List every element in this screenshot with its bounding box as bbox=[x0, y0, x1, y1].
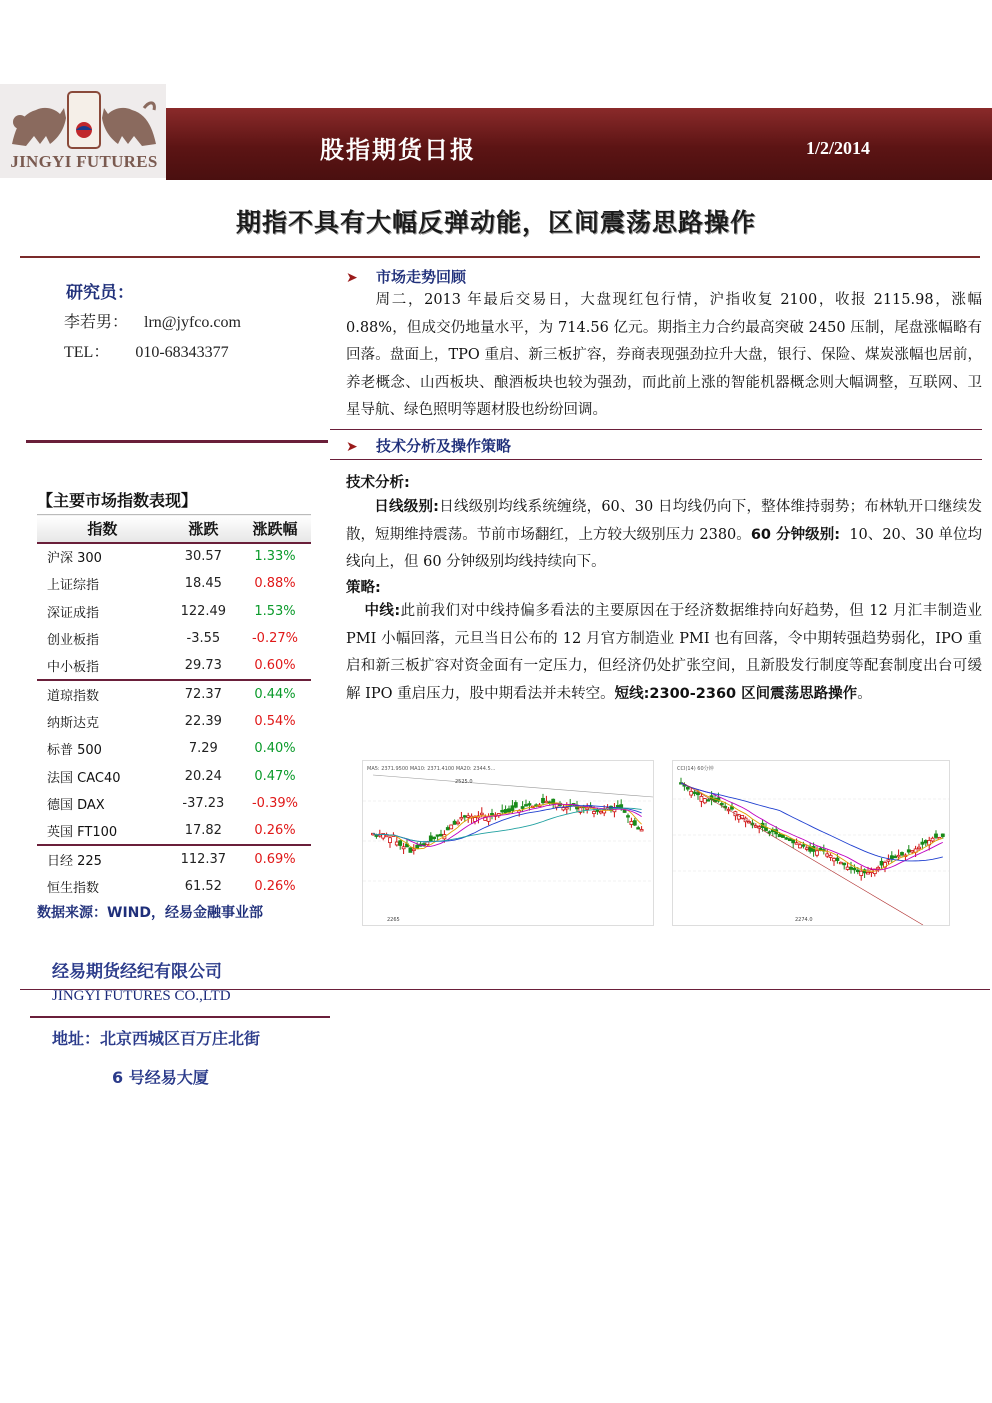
report-date: 1/2/2014 bbox=[806, 138, 871, 158]
index-change-pct: 0.54% bbox=[254, 713, 296, 729]
table-row bbox=[37, 845, 311, 873]
market-index-table bbox=[37, 514, 311, 900]
arrow-icon: ➤ bbox=[346, 270, 358, 286]
svg-text:2274.0: 2274.0 bbox=[795, 917, 813, 923]
section-heading-review: ➤ 市场走势回顾 bbox=[346, 268, 467, 286]
index-change: 18.45 bbox=[184, 576, 222, 592]
index-change: 112.37 bbox=[168, 845, 239, 873]
table-row bbox=[37, 598, 311, 626]
daily-label: 日线级别: bbox=[374, 499, 439, 515]
divider bbox=[20, 256, 980, 258]
index-change: 122.49 bbox=[180, 603, 227, 619]
strategy-label: 策略: bbox=[346, 580, 381, 596]
researcher-email-line bbox=[64, 309, 241, 332]
report-banner bbox=[166, 108, 992, 180]
researcher-email[interactable]: lrn@jyfco.com bbox=[144, 314, 241, 331]
researcher-tel: 010-68343377 bbox=[135, 344, 229, 361]
index-change: 22.39 bbox=[184, 713, 222, 729]
index-change-pct: -0.27% bbox=[251, 631, 298, 647]
column-header-index: 指数 bbox=[37, 515, 168, 543]
researcher-name: 李若男： bbox=[64, 314, 129, 331]
section-heading-analysis: ➤ 技术分析及操作策略 bbox=[346, 437, 512, 455]
table-row bbox=[37, 653, 311, 681]
index-name: 沪深 300 bbox=[47, 551, 102, 567]
table-row bbox=[37, 873, 311, 901]
index-name: 德国 DAX bbox=[47, 798, 105, 814]
strategy-paragraph: 中线:此前我们对中线持偏多看法的主要原因在于经济数据维持向好趋势，但 12 月汇丰制造业 PMI 小幅回落，元旦当日公布的 12 月官方制造业 PMI 也有回落，令中期转强趋势弱化，IPO 重启和新三板扩容对资金面有一定压力，但经济仍处扩张空间，且新股发行制度等配套制度出台可缓解 IPO 重启压力，股中期看法并未转空。短线:2300-2360 区间震荡思路操作。 bbox=[346, 603, 982, 702]
index-change: 17.82 bbox=[184, 823, 222, 839]
table-row bbox=[37, 735, 311, 763]
tech-analysis-label: 技术分析: bbox=[346, 475, 410, 491]
market-table-title: 【主要市场指数表现】 bbox=[37, 491, 198, 510]
index-change-pct: 1.53% bbox=[254, 603, 296, 619]
table-row bbox=[37, 543, 311, 571]
index-change-pct: 0.44% bbox=[239, 680, 311, 708]
index-change-pct: -0.39% bbox=[251, 796, 298, 812]
table-row bbox=[37, 818, 311, 846]
divider bbox=[330, 459, 982, 460]
index-change-pct: 0.60% bbox=[254, 658, 296, 674]
index-name: 中小板指 bbox=[47, 660, 100, 676]
svg-text:MA5: 2371.9500 MA10: 2371.410: MA5: 2371.9500 MA10: 2371.4100 MA20: 2344.5... bbox=[367, 766, 496, 772]
divider bbox=[26, 440, 328, 443]
index-change-pct: 1.33% bbox=[254, 549, 296, 565]
svg-text:2525.0: 2525.0 bbox=[455, 779, 473, 785]
researcher-tel-line bbox=[64, 339, 229, 362]
index-change: -3.55 bbox=[186, 631, 221, 647]
logo-text: JINGYI FUTURES bbox=[10, 152, 158, 171]
table-row bbox=[37, 625, 311, 653]
column-header-change: 涨跌 bbox=[168, 515, 239, 543]
report-headline: 期指不具有大幅反弹动能，区间震荡思路操作 bbox=[235, 208, 756, 237]
index-change-pct: 0.88% bbox=[254, 576, 296, 592]
index-change-pct: 0.69% bbox=[239, 845, 311, 873]
minute-candlestick-chart bbox=[672, 760, 950, 926]
company-address: 地址：北京西城区百万庄北街 bbox=[52, 1029, 261, 1048]
tel-label: TEL： bbox=[64, 344, 110, 361]
index-name: 上证综指 bbox=[47, 578, 100, 594]
index-name: 创业板指 bbox=[47, 633, 100, 649]
index-name: 日经 225 bbox=[37, 845, 168, 873]
index-name: 法国 CAC40 bbox=[47, 770, 121, 786]
table-row bbox=[37, 570, 311, 598]
company-logo bbox=[0, 84, 166, 178]
company-name-en: JINGYI FUTURES CO.,LTD bbox=[52, 988, 231, 1004]
minute-kline-image bbox=[673, 761, 949, 925]
index-name: 英国 FT100 bbox=[47, 825, 118, 841]
table-row bbox=[37, 763, 311, 791]
index-change: 72.37 bbox=[168, 680, 239, 708]
svg-text:CCI(14) 60分钟: CCI(14) 60分钟 bbox=[677, 766, 714, 772]
table-row bbox=[37, 680, 311, 708]
bull-bear-logo-icon bbox=[4, 86, 164, 156]
table-row bbox=[37, 708, 311, 736]
index-name: 恒生指数 bbox=[47, 880, 100, 896]
index-name: 深证成指 bbox=[47, 605, 100, 621]
daily-candlestick-chart bbox=[362, 760, 654, 926]
min60-label: 60 分钟级别: bbox=[750, 526, 841, 543]
index-name: 道琼指数 bbox=[37, 680, 168, 708]
index-change: 20.24 bbox=[184, 768, 222, 784]
data-source: 数据来源：WIND，经易金融事业部 bbox=[37, 905, 263, 921]
mid-term-label: 中线: bbox=[364, 603, 401, 619]
company-name-cn: 经易期货经纪有限公司 bbox=[52, 962, 222, 982]
researcher-heading: 研究员： bbox=[66, 283, 134, 303]
arrow-icon: ➤ bbox=[346, 439, 358, 455]
index-change-pct: 0.26% bbox=[254, 823, 296, 839]
daily-analysis-paragraph: 日线级别:日线级别均线系统缠绕，60、30 日均线仍向下，整体维持弱势；布林轨开口继续发散，短期维持震荡。节前市场翻红，上方较大级别压力 2380。60 分钟级别: 10、20、30 单位均线向上，但 60 分钟级别均线持续向下。 bbox=[346, 499, 982, 570]
review-paragraph: 周二，2013 年最后交易日，大盘现红包行情，沪指收复 2100，收报 2115.98，涨幅 0.88%，但成交仍地量水平，为 714.56 亿元。期指主力合约最高突破 2450 压制，尾盘涨幅略有回落。盘面上，TPO 重启、新三板扩容，券商表现强劲拉升大盘，银行、保险、煤炭涨幅也居前，养老概念、山西板块、酿酒板块也较为强劲，而此前上涨的智能机器概念则大幅调整，互联网、卫星导航、绿色照明等题材股也纷纷回调。 bbox=[346, 292, 982, 418]
company-address-building: 6 号经易大厦 bbox=[112, 1068, 209, 1087]
divider bbox=[330, 429, 982, 430]
index-change: 7.29 bbox=[188, 741, 218, 757]
index-name: 纳斯达克 bbox=[47, 715, 100, 731]
divider bbox=[30, 1016, 330, 1018]
index-change: 61.52 bbox=[184, 878, 222, 894]
index-name: 标普 500 bbox=[47, 743, 102, 759]
index-change: -37.23 bbox=[182, 796, 225, 812]
short-term-label: 短线: bbox=[614, 685, 650, 702]
index-change-pct: 0.47% bbox=[254, 768, 296, 784]
index-change-pct: 0.40% bbox=[254, 741, 296, 757]
index-change: 29.73 bbox=[184, 658, 222, 674]
table-row bbox=[37, 790, 311, 818]
index-change: 30.57 bbox=[184, 549, 222, 565]
report-title: 股指期货日报 bbox=[320, 136, 476, 164]
svg-text:2265: 2265 bbox=[387, 917, 400, 923]
daily-kline-image bbox=[363, 761, 653, 925]
column-header-pct: 涨跌幅 bbox=[239, 515, 311, 543]
index-change-pct: 0.26% bbox=[254, 878, 296, 894]
